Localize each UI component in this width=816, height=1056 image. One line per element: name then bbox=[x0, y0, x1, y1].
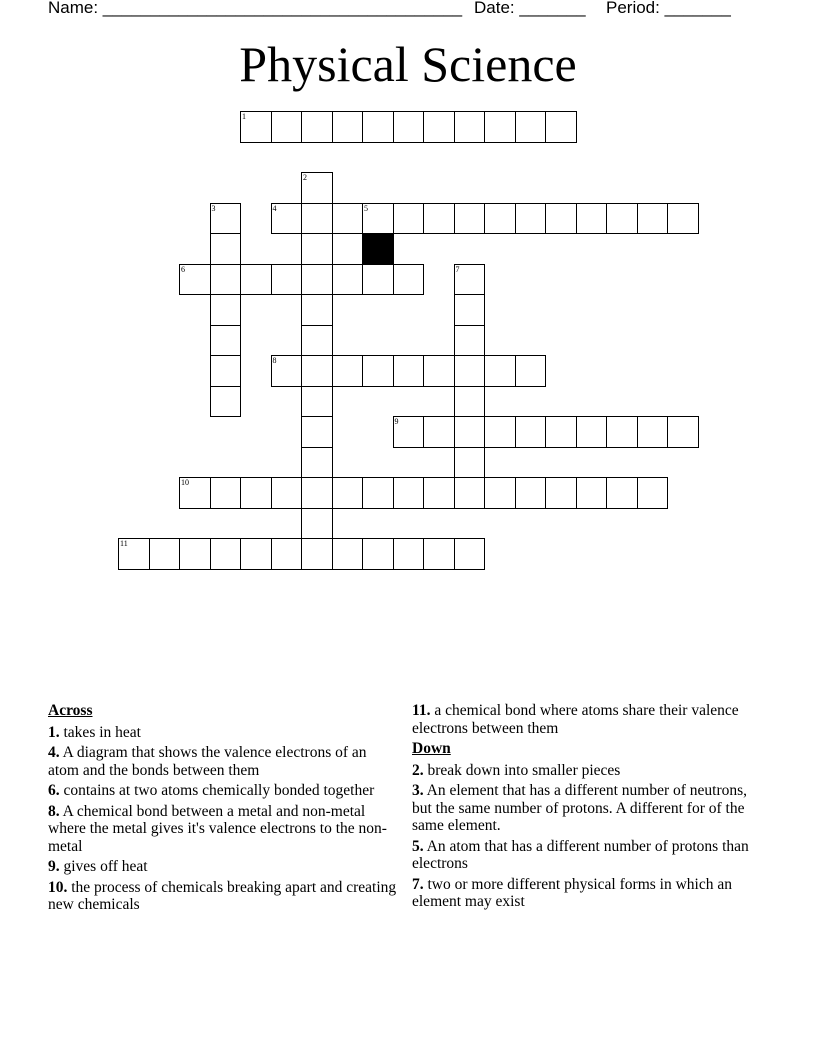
down-clue-5 bbox=[412, 838, 757, 873]
grid-cell[interactable] bbox=[606, 203, 638, 235]
grid-cell[interactable] bbox=[301, 294, 333, 326]
clue-text: a chemical bond where atoms share their valence electrons between them bbox=[412, 702, 739, 737]
grid-cell[interactable] bbox=[210, 477, 242, 509]
grid-cell[interactable] bbox=[484, 477, 516, 509]
clue-number: 9. bbox=[48, 858, 60, 875]
grid-cell[interactable] bbox=[454, 416, 486, 448]
clue-number: 11. bbox=[412, 702, 431, 719]
clue-number-label: 7 bbox=[455, 264, 460, 274]
grid-cell[interactable] bbox=[423, 477, 455, 509]
period-field-label: Period: _______ bbox=[606, 0, 731, 17]
grid-cell[interactable] bbox=[301, 264, 333, 296]
grid-cell[interactable] bbox=[301, 355, 333, 387]
clue-text: An element that has a different number of neutrons, but the same number of protons. A different for of the same element. bbox=[412, 782, 748, 834]
grid-cell[interactable] bbox=[271, 264, 303, 296]
grid-cell[interactable] bbox=[545, 111, 577, 143]
clue-number-label: 1 bbox=[242, 112, 246, 121]
grid-cell[interactable] bbox=[301, 477, 333, 509]
grid-cell[interactable] bbox=[240, 538, 272, 570]
grid-cell[interactable] bbox=[332, 111, 364, 143]
grid-cell[interactable] bbox=[179, 477, 211, 509]
grid-cell[interactable] bbox=[332, 203, 364, 235]
clue-text: A diagram that shows the valence electrons of an atom and the bonds between them bbox=[48, 744, 367, 779]
across-clue-9 bbox=[48, 858, 398, 876]
grid-cell[interactable] bbox=[393, 355, 425, 387]
grid-cell[interactable] bbox=[393, 538, 425, 570]
grid-cell[interactable] bbox=[515, 203, 547, 235]
grid-cell[interactable] bbox=[515, 111, 547, 143]
across-clue-10 bbox=[48, 879, 398, 914]
grid-cell[interactable] bbox=[454, 294, 486, 326]
grid-cell[interactable] bbox=[545, 477, 577, 509]
grid-cell[interactable] bbox=[362, 477, 394, 509]
clue-number-label: 3 bbox=[211, 203, 216, 213]
clue-number: 8. bbox=[48, 802, 60, 820]
clue-number: 3. bbox=[412, 782, 424, 799]
grid-cell[interactable] bbox=[118, 538, 150, 570]
clue-text: break down into smaller pieces bbox=[423, 761, 621, 779]
grid-cell[interactable] bbox=[210, 355, 242, 387]
grid-cell[interactable] bbox=[332, 477, 364, 509]
grid-block-cell bbox=[362, 233, 394, 265]
grid-cell[interactable] bbox=[423, 203, 455, 235]
grid-cell[interactable] bbox=[301, 203, 333, 235]
clue-number-label: 8 bbox=[272, 356, 277, 365]
clue-number-label: 11 bbox=[120, 539, 128, 548]
clue-number-label: 10 bbox=[181, 478, 189, 487]
grid-cell[interactable] bbox=[576, 477, 608, 509]
grid-cell[interactable] bbox=[179, 264, 211, 296]
grid-cell[interactable] bbox=[484, 355, 516, 387]
down-clue-2 bbox=[412, 762, 757, 780]
clues-left-column bbox=[48, 702, 398, 917]
grid-cell[interactable] bbox=[393, 416, 425, 448]
grid-cell[interactable] bbox=[210, 538, 242, 570]
grid-cell[interactable] bbox=[240, 264, 272, 296]
clue-text: gives off heat bbox=[59, 858, 148, 875]
grid-cell[interactable] bbox=[332, 355, 364, 387]
grid-cell[interactable] bbox=[454, 386, 486, 418]
clue-text: An atom that has a different number of protons than electrons bbox=[412, 837, 749, 872]
grid-cell[interactable] bbox=[545, 416, 577, 448]
across-clue-1 bbox=[48, 724, 398, 742]
down-clue-3 bbox=[412, 782, 757, 835]
grid-cell[interactable] bbox=[301, 538, 333, 570]
grid-cell[interactable] bbox=[362, 203, 394, 235]
grid-cell[interactable] bbox=[484, 111, 516, 143]
grid-cell[interactable] bbox=[362, 111, 394, 143]
clue-number-label: 6 bbox=[181, 264, 185, 274]
clue-number-label: 4 bbox=[272, 203, 277, 213]
grid-cell[interactable] bbox=[576, 203, 608, 235]
grid-cell[interactable] bbox=[393, 264, 425, 296]
grid-cell[interactable] bbox=[301, 508, 333, 540]
grid-cell[interactable] bbox=[515, 477, 547, 509]
across-clue-6 bbox=[48, 782, 398, 800]
clue-number-label: 5 bbox=[364, 203, 368, 213]
clue-number: 7. bbox=[412, 875, 424, 893]
grid-cell[interactable] bbox=[332, 264, 364, 296]
grid-cell[interactable] bbox=[637, 416, 669, 448]
clue-number: 5. bbox=[412, 837, 424, 855]
down-heading: Down bbox=[412, 740, 451, 757]
grid-cell[interactable] bbox=[210, 203, 242, 235]
grid-cell[interactable] bbox=[454, 111, 486, 143]
across-clue-4 bbox=[48, 744, 398, 779]
across-heading: Across bbox=[48, 702, 93, 719]
down-clue-7 bbox=[412, 876, 757, 911]
grid-cell[interactable] bbox=[454, 538, 486, 570]
grid-cell[interactable] bbox=[301, 172, 333, 204]
grid-cell[interactable] bbox=[393, 203, 425, 235]
grid-cell[interactable] bbox=[362, 264, 394, 296]
clue-text: contains at two atoms chemically bonded together bbox=[59, 782, 375, 799]
grid-cell[interactable] bbox=[454, 355, 486, 387]
clue-number: 2. bbox=[412, 761, 424, 779]
clue-text: A chemical bond between a metal and non-metal where the metal gives it's valence electrons to the non-metal bbox=[48, 802, 387, 855]
grid-cell[interactable] bbox=[271, 477, 303, 509]
grid-cell[interactable] bbox=[606, 477, 638, 509]
grid-cell[interactable] bbox=[210, 294, 242, 326]
grid-cell[interactable] bbox=[637, 203, 669, 235]
grid-cell[interactable] bbox=[667, 203, 699, 235]
grid-cell[interactable] bbox=[637, 477, 669, 509]
grid-cell[interactable] bbox=[210, 264, 242, 296]
grid-cell[interactable] bbox=[484, 416, 516, 448]
grid-cell[interactable] bbox=[332, 538, 364, 570]
grid-cell[interactable] bbox=[423, 111, 455, 143]
grid-cell[interactable] bbox=[240, 111, 272, 143]
page-title: Physical Science bbox=[239, 36, 577, 92]
clue-text: the process of chemicals breaking apart and creating new chemicals bbox=[48, 878, 397, 913]
clue-number: 6. bbox=[48, 782, 60, 799]
grid-cell[interactable] bbox=[301, 447, 333, 479]
grid-cell[interactable] bbox=[271, 111, 303, 143]
clue-number: 10. bbox=[48, 878, 68, 896]
date-field-label: Date: _______ bbox=[474, 0, 586, 17]
grid-cell[interactable] bbox=[210, 325, 242, 357]
across-clue-8 bbox=[48, 803, 398, 856]
grid-cell[interactable] bbox=[667, 416, 699, 448]
clue-number: 4. bbox=[48, 744, 60, 761]
grid-cell[interactable] bbox=[423, 538, 455, 570]
clue-text: takes in heat bbox=[59, 723, 141, 741]
grid-cell[interactable] bbox=[271, 355, 303, 387]
across-clue-11 bbox=[412, 702, 757, 737]
grid-cell[interactable] bbox=[271, 203, 303, 235]
grid-cell[interactable] bbox=[362, 538, 394, 570]
grid-cell[interactable] bbox=[301, 233, 333, 265]
grid-cell[interactable] bbox=[393, 477, 425, 509]
grid-cell[interactable] bbox=[454, 447, 486, 479]
grid-cell[interactable] bbox=[423, 416, 455, 448]
grid-cell[interactable] bbox=[454, 203, 486, 235]
grid-cell[interactable] bbox=[179, 538, 211, 570]
grid-cell[interactable] bbox=[545, 203, 577, 235]
grid-cell[interactable] bbox=[606, 416, 638, 448]
name-field-label: Name: ______________________________________ bbox=[48, 0, 463, 17]
grid-cell[interactable] bbox=[454, 325, 486, 357]
grid-cell[interactable] bbox=[210, 233, 242, 265]
grid-cell[interactable] bbox=[362, 355, 394, 387]
grid-cell[interactable] bbox=[423, 355, 455, 387]
grid-cell[interactable] bbox=[240, 477, 272, 509]
clue-number-label: 2 bbox=[303, 173, 307, 182]
grid-cell[interactable] bbox=[271, 538, 303, 570]
grid-cell[interactable] bbox=[454, 477, 486, 509]
grid-cell[interactable] bbox=[301, 416, 333, 448]
grid-cell[interactable] bbox=[210, 386, 242, 418]
grid-cell[interactable] bbox=[301, 386, 333, 418]
grid-cell[interactable] bbox=[484, 203, 516, 235]
clue-text: two or more different physical forms in which an element may exist bbox=[412, 875, 732, 910]
clues-right-column bbox=[412, 702, 757, 914]
clue-number-label: 9 bbox=[394, 417, 399, 426]
clue-number: 1. bbox=[48, 723, 60, 741]
grid-cell[interactable] bbox=[454, 264, 486, 296]
grid-cell[interactable] bbox=[301, 111, 333, 143]
grid-cell[interactable] bbox=[301, 325, 333, 357]
grid-cell[interactable] bbox=[515, 416, 547, 448]
grid-cell[interactable] bbox=[515, 355, 547, 387]
grid-cell[interactable] bbox=[149, 538, 181, 570]
grid-cell[interactable] bbox=[576, 416, 608, 448]
grid-cell[interactable] bbox=[393, 111, 425, 143]
